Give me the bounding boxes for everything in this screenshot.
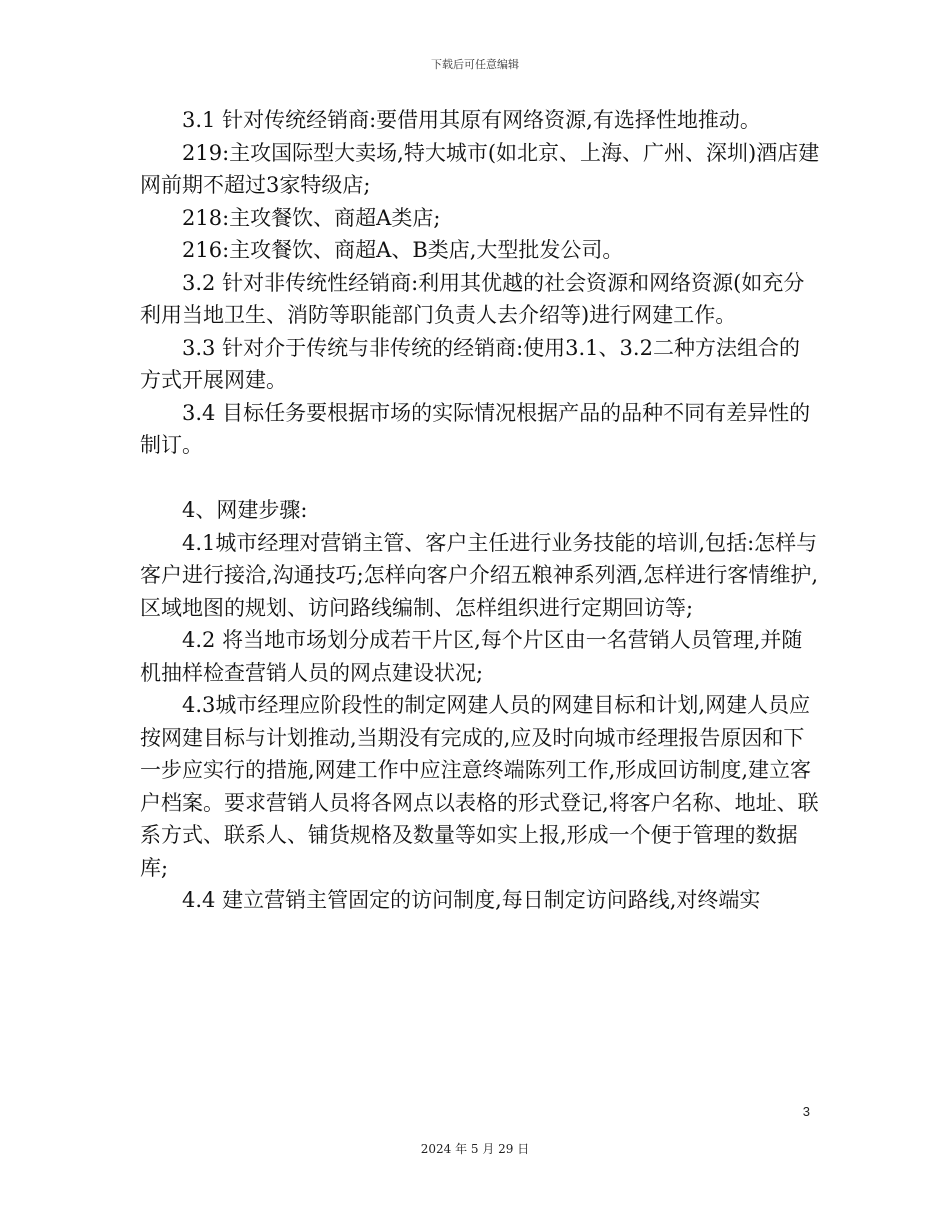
paragraph-3-1: 3.1 针对传统经销商:要借用其原有网络资源,有选择性地推动。 [182, 108, 761, 132]
paragraph-3-3: 3.3 针对介于传统与非传统的经销商:使用3.1、3.2二种方法组合的方式开展网建。 [140, 335, 800, 392]
page-number: 3 [802, 1104, 810, 1119]
paragraph-3-2: 3.2 针对非传统性经销商:利用其优越的社会资源和网络资源(如充分利用当地卫生、消防等职能部门负责人去介绍等)进行网建工作。 [140, 270, 805, 327]
paragraph-218: 218:主攻餐饮、商超A类店; [182, 205, 441, 230]
document-body [140, 104, 820, 917]
footer-date: 2024 年 5 月 29 日 [420, 1142, 530, 1156]
paragraph-219: 219:主攻国际型大卖场,特大城市(如北京、上海、广州、深圳)酒店建网前期不超过3家特级店; [140, 140, 820, 197]
header-note: 下载后可任意编辑 [431, 58, 519, 71]
paragraph-4-4: 4.4 建立营销主管固定的访问制度,每日制定访问路线,对终端实 [182, 888, 761, 912]
paragraph-4-3: 4.3城市经理应阶段性的制定网建人员的网建目标和计划,网建人员应按网建目标与计划推动,当期没有完成的,应及时向城市经理报告原因和下一步应实行的措施,网建工作中应注意终端陈列工作,形成回访制度,建立客户档案。要求营销人员将各网点以表格的形式登记,将客户名称、地址、联系方式、联系人、铺货规格及数量等如实上报,形成一个便于管理的数据库; [140, 693, 819, 880]
paragraph-216: 216:主攻餐饮、商超A、B类店,大型批发公司。 [182, 238, 624, 262]
paragraph-3-4: 3.4 目标任务要根据市场的实际情况根据产品的品种不同有差异性的制订。 [140, 400, 811, 457]
section-heading-4: 4、网建步骤: [182, 498, 308, 522]
paragraph-4-1: 4.1城市经理对营销主管、客户主任进行业务技能的培训,包括:怎样与客户进行接洽,沟通技巧;怎样向客户介绍五粮神系列酒,怎样进行客情维护,区域地图的规划、访问路线编制、怎样组织进行定期回访等; [140, 530, 819, 620]
paragraph-4-2: 4.2 将当地市场划分成若干片区,每个片区由一名营销人员管理,并随机抽样检查营销人员的网点建设状况; [140, 628, 803, 685]
